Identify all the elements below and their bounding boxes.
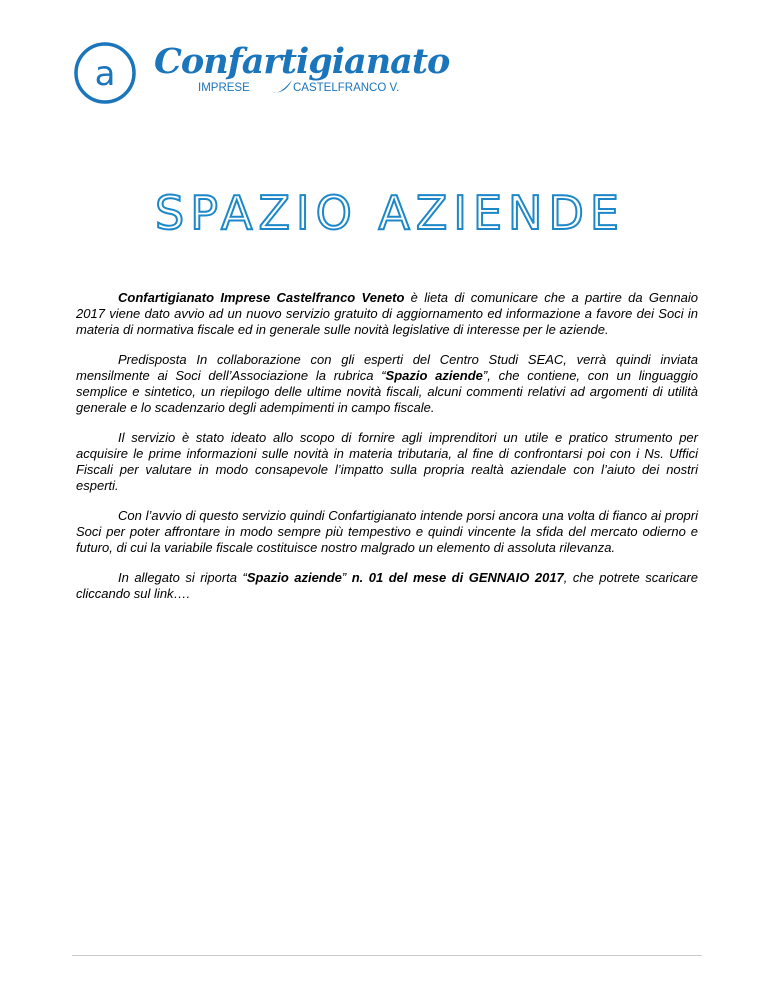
logo-brand-name: Confartigianato [154,41,450,82]
servizio-text: Il servizio è stato ideato allo scopo di fornire agli imprenditori un utile e pratico strumento per acquisire le prime informazioni sulle novità in materia tributaria, al fine di confrontarsi poi con i Ns. Uffici Fiscali per valutare in modo consapevole l’impatto sulla propria realtà aziendale con l’aiuto dei nostri esperti. [76,430,698,493]
body-text [76,290,698,616]
allegato-issue: n. 01 del mese di GENNAIO 2017 [351,570,564,585]
allegato-rubrica-name: Spazio aziende [246,570,342,585]
paragraph-servizio [76,430,698,494]
avvio-text: Con l’avvio di questo servizio quindi Confartigianato intende porsi ancora una volta di fianco ai propri Soci per poter affrontare in modo sempre più tempestivo e quindi vincente la sfida del mercato odierno e futuro, di cui la variabile fiscale costituisce nostro malgrado un elemento di assoluta rilevanza. [76,508,698,555]
rubrica-text-before: Predisposta In collaborazione con gli esperti del Centro Studi SEAC, verrà quindi inviata mensilmente ai Soci dell’Associazione la rubrica “ [76,352,698,383]
logo-mark-icon [74,42,136,104]
logo-swoosh-icon [272,78,294,96]
confartigianato-logo [74,41,450,106]
paragraph-rubrica [76,352,698,416]
paragraph-allegato [76,570,698,602]
page-title [0,172,768,242]
allegato-text-before: In allegato si riporta “ [118,570,247,585]
rubrica-text-after: ”, che contiene, con un linguaggio semplice e sintetico, un riepilogo delle ultime novità fiscali, alcuni commenti relativi ad argomenti di utilità generale e lo scadenzario degli adempimenti in campo fiscale. [76,368,698,415]
paragraph-intro [76,290,698,338]
logo-sub-imprese: IMPRESE [198,82,250,94]
intro-text: è lieta di comunicare che a partire da Gennaio 2017 viene dato avvio ad un nuovo servizio gratuito di aggiornamento ed informazione a favore dei Soci in materia di normativa fiscale ed in generale sulle novità legislative di interesse per le aziende. [76,290,699,337]
page-title-text: SPAZIO AZIENDE [155,186,625,240]
intro-lead: Confartigianato Imprese Castelfranco Veneto [118,290,405,305]
allegato-text-middle: ” [341,570,352,585]
footer-divider [72,955,702,956]
paragraph-avvio [76,508,698,556]
rubrica-name: Spazio aziende [385,368,483,383]
logo-sub-castelfranco: CASTELFRANCO V. [293,82,400,94]
logo-mark-glyph: a [94,54,116,94]
allegato-text-after: , che potrete scaricare cliccando sul link…. [76,570,698,601]
